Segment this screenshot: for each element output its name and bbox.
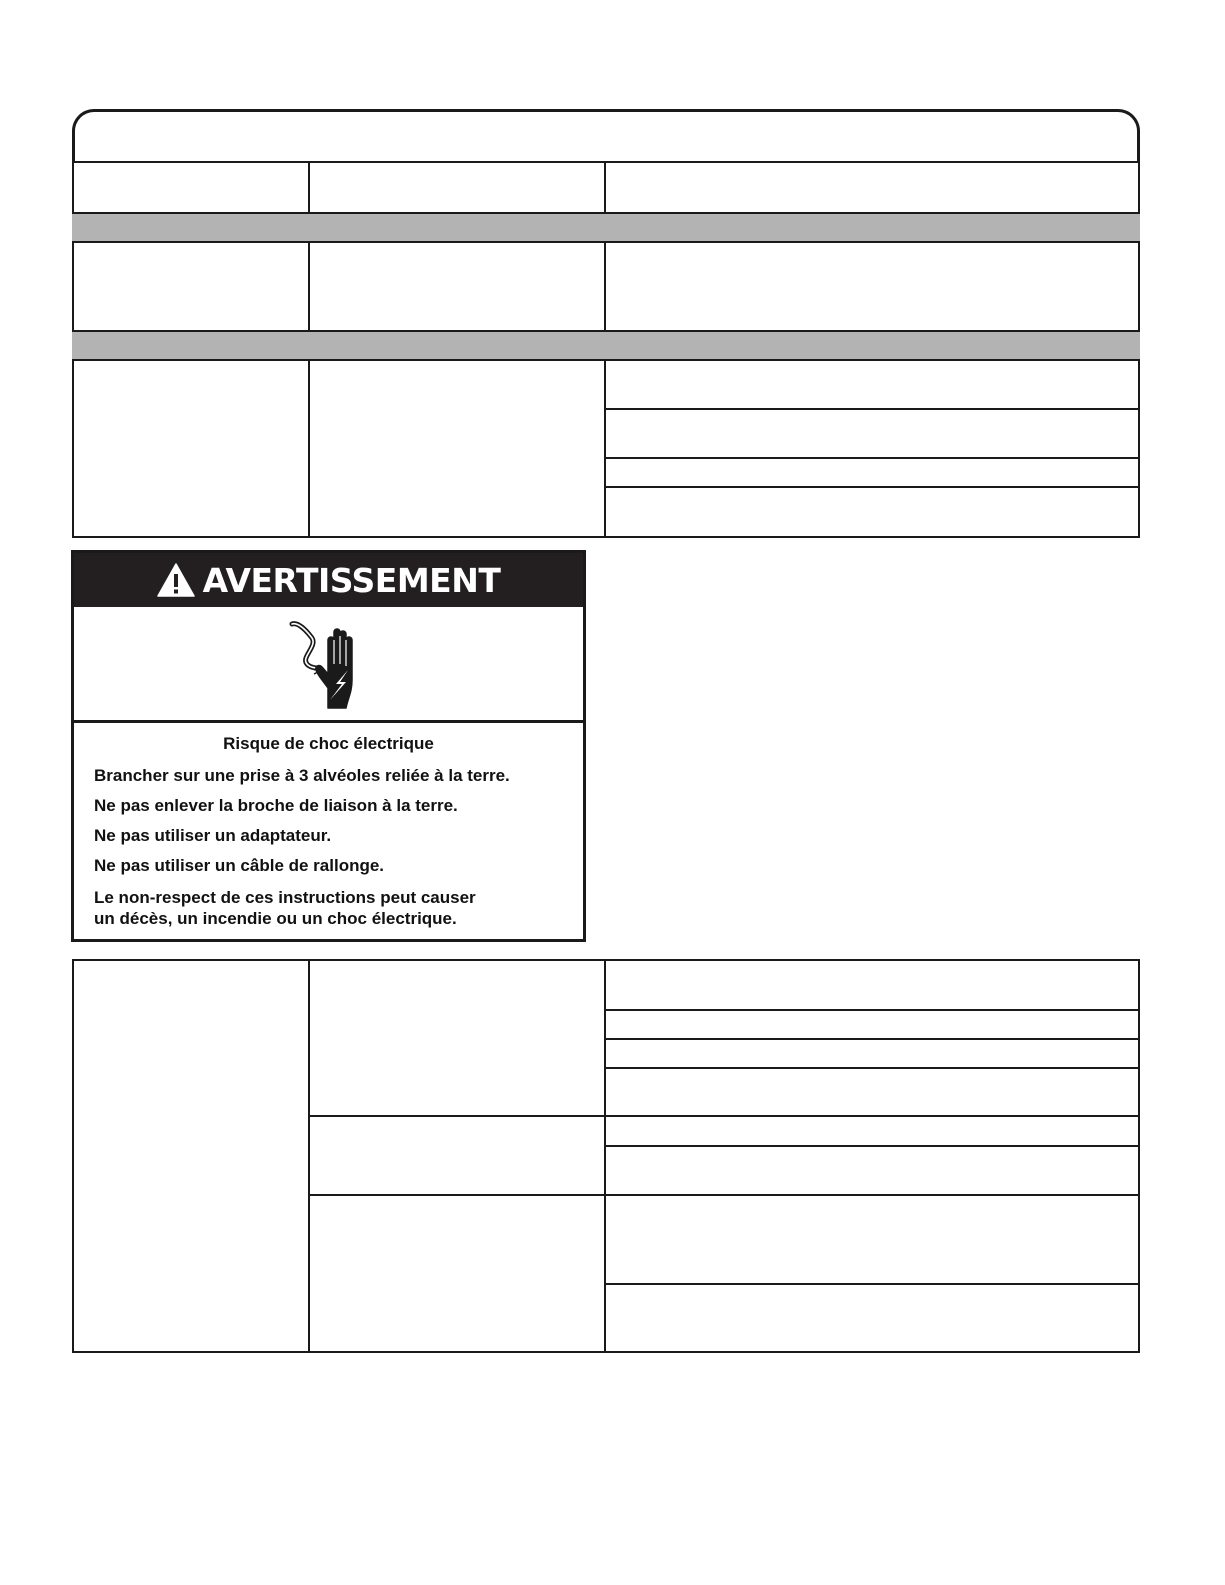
sub-row-divider bbox=[604, 408, 1140, 410]
column-divider bbox=[604, 961, 606, 1351]
column-divider bbox=[604, 361, 606, 538]
group-divider bbox=[308, 1115, 1138, 1117]
warning-line: Ne pas utiliser un adaptateur. bbox=[94, 826, 332, 845]
warning-consequence: un décès, un incendie ou un choc électrique. bbox=[94, 909, 457, 928]
column-divider bbox=[604, 161, 606, 213]
group-divider bbox=[308, 1194, 1138, 1196]
warning-title: AVERTISSEMENT bbox=[202, 560, 501, 600]
alert-triangle-icon bbox=[157, 563, 195, 597]
sub-row-divider bbox=[604, 1038, 1138, 1040]
column-divider bbox=[308, 961, 310, 1351]
table-title-bar bbox=[72, 109, 1140, 165]
sub-row-divider bbox=[604, 1009, 1138, 1011]
section-band bbox=[72, 330, 1140, 361]
warning-line: Ne pas enlever la broche de liaison à la terre. bbox=[94, 796, 458, 815]
sub-row-divider bbox=[604, 457, 1140, 459]
electric-shock-hand-icon bbox=[284, 618, 374, 710]
warning-text-panel bbox=[74, 726, 583, 939]
sub-row-divider bbox=[604, 1145, 1138, 1147]
troubleshooting-table-top bbox=[72, 109, 1140, 538]
sub-row-divider bbox=[604, 1067, 1138, 1069]
section-band bbox=[72, 212, 1140, 243]
sub-row-divider bbox=[604, 486, 1140, 488]
troubleshooting-table-bottom bbox=[72, 959, 1140, 1353]
column-divider bbox=[308, 161, 310, 213]
column-divider bbox=[604, 243, 606, 331]
column-divider bbox=[308, 243, 310, 331]
warning-line: Ne pas utiliser un câble de rallonge. bbox=[94, 856, 385, 875]
hazard-title: Risque de choc électrique bbox=[223, 734, 434, 753]
warning-box bbox=[71, 550, 586, 942]
warning-consequence: Le non-respect de ces instructions peut causer bbox=[94, 888, 476, 907]
warning-line: Brancher sur une prise à 3 alvéoles reliée à la terre. bbox=[94, 766, 510, 785]
column-divider bbox=[308, 361, 310, 538]
warning-header bbox=[74, 553, 583, 607]
sub-row-divider bbox=[604, 1283, 1138, 1285]
symbol-panel bbox=[74, 607, 583, 723]
